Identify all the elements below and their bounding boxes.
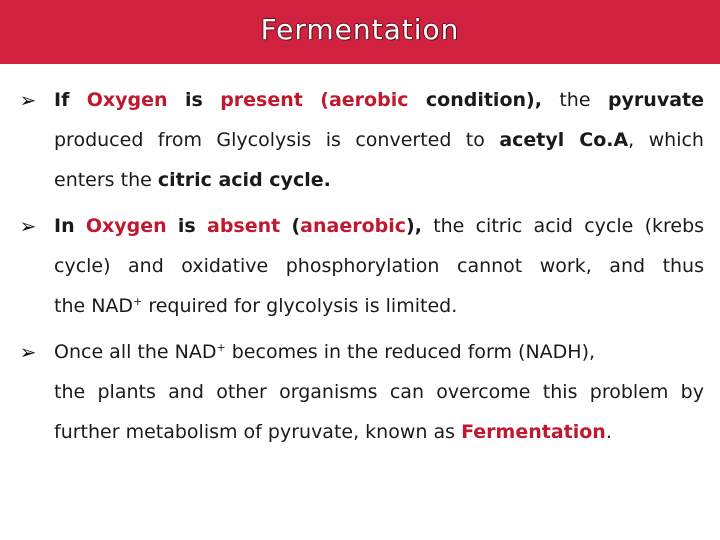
text-fragment: pyruvate bbox=[607, 89, 704, 111]
bullet-item-anaerobic bbox=[0, 206, 720, 326]
bullet-item-aerobic bbox=[0, 80, 720, 200]
text-fragment: . bbox=[605, 421, 612, 443]
highlight-present: present bbox=[220, 89, 303, 111]
highlight-absent: absent bbox=[207, 215, 281, 237]
bullet-list bbox=[0, 80, 720, 458]
superscript-plus: + bbox=[133, 295, 143, 308]
bullet-line bbox=[54, 286, 704, 326]
bullet-line bbox=[54, 246, 704, 286]
text-fragment: condition), bbox=[425, 89, 542, 111]
bullet-line bbox=[54, 332, 704, 372]
highlight-anaerobic: anaerobic bbox=[300, 215, 407, 237]
text-fragment: , which bbox=[628, 129, 704, 151]
bullet-line bbox=[54, 160, 704, 200]
text-fragment: required for glycolysis is limited. bbox=[142, 295, 458, 317]
title-bar bbox=[0, 0, 720, 64]
text-fragment: the NAD bbox=[54, 295, 134, 317]
arrow-bullet-icon: ➢ bbox=[19, 88, 37, 112]
text-fragment: ), bbox=[406, 215, 422, 237]
text-fragment: cycle) and oxidative phosphorylation cannot work, and thus bbox=[54, 255, 704, 277]
text-fragment: If bbox=[54, 89, 70, 111]
bullet-line bbox=[54, 372, 704, 412]
bullet-item-fermentation bbox=[0, 332, 720, 452]
highlight-oxygen: Oxygen bbox=[85, 215, 167, 237]
bullet-line bbox=[54, 412, 704, 452]
superscript-plus: + bbox=[216, 341, 226, 354]
text-fragment: the citric acid cycle (krebs bbox=[433, 215, 704, 237]
text-fragment: the plants and other organisms can overcome this problem by bbox=[54, 381, 704, 403]
bullet-line bbox=[54, 206, 704, 246]
arrow-bullet-icon: ➢ bbox=[19, 214, 37, 238]
text-fragment: Once all the NAD bbox=[54, 341, 217, 363]
text-fragment: the bbox=[559, 89, 591, 111]
text-fragment: In bbox=[54, 215, 75, 237]
text-fragment: enters the bbox=[54, 169, 152, 191]
text-fragment: further metabolism of pyruvate, known as bbox=[54, 421, 456, 443]
highlight-acetyl-coa: acetyl Co.A bbox=[499, 129, 629, 151]
slide-title: Fermentation bbox=[260, 13, 460, 46]
text-fragment: produced from Glycolysis is converted to bbox=[54, 129, 485, 151]
highlight-fermentation: Fermentation bbox=[461, 421, 606, 443]
highlight-citric-acid-cycle: citric acid cycle. bbox=[157, 169, 331, 191]
text-fragment: ( bbox=[291, 215, 301, 237]
text-fragment: is bbox=[177, 215, 196, 237]
bullet-line bbox=[54, 80, 704, 120]
text-fragment: becomes in the reduced form (NADH), bbox=[225, 341, 596, 363]
bullet-line bbox=[54, 120, 704, 160]
text-fragment: is bbox=[184, 89, 203, 111]
arrow-bullet-icon: ➢ bbox=[19, 340, 37, 364]
highlight-oxygen: Oxygen bbox=[86, 89, 168, 111]
highlight-aerobic: (aerobic bbox=[320, 89, 409, 111]
